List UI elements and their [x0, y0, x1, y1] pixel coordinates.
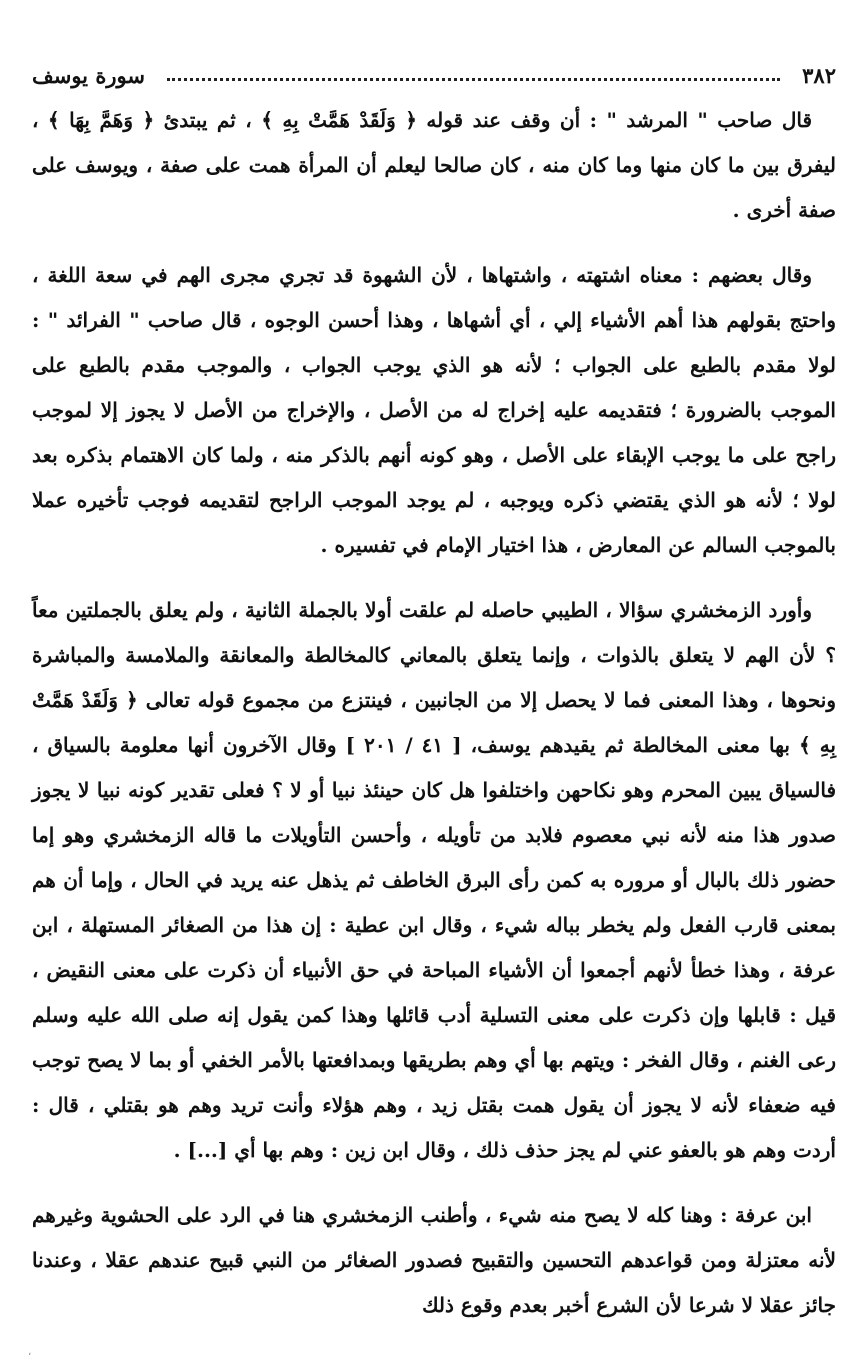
footer-mark: ، — [28, 1347, 32, 1358]
running-header — [32, 58, 836, 92]
page-number: ٣٨٢ — [802, 62, 836, 88]
paragraph-4: ابن عرفة : وهنا كله لا يصح منه شيء ، وأطنب الزمخشري هنا في الرد على الحشوية وغيرهم لأنه معتزلة ومن قواعدهم التحسين والتقبيح فصدور الصغائر من النبي قبيح عندهم عقلا ، وعندنا جائز عقلا لا شرعا لأن الشرع أخبر بعدم وقوع ذلك — [32, 1203, 836, 1317]
dot-leader — [167, 78, 780, 81]
surah-title: سورة يوسف — [32, 62, 145, 88]
paragraph-1: قال صاحب " المرشد " : أن وقف عند قوله ﴿ وَلَقَدْ هَمَّتْ بِهِ ﴾ ، ثم يبتدئ ﴿ وَهَمَّ بِهَا ﴾ ، ليفرق بين ما كان منها وما كان منه ، كان صالحا ليعلم أن المرأة همت على صفة ، ويوسف على صفة أخرى . — [32, 108, 836, 222]
paragraph-3: وأورد الزمخشري سؤالا ، الطيبي حاصله لم علقت أولا بالجملة الثانية ، ولم يعلق بالجملتين معاً ؟ لأن الهم لا يتعلق بالذوات ، وإنما يتعلق بالمعاني كالمخالطة والمعانقة والملامسة والمباشرة ونحوها ، وهذا المعنى فما لا يحصل إلا من الجانبين ، فينتزع من مجموع قوله تعالى ﴿ وَلَقَدْ هَمَّتْ بِهِ ﴾ بها معنى المخالطة ثم يقيدهم يوسف، [ ٤١ / ٢٠١ ] وقال الآخرون أنها معلومة بالسياق ، فالسياق يبين المحرم وهو نكاحهن واختلفوا هل كان حينئذ نبيا أو لا ؟ فعلى تقدير كونه نبيا لا يجوز صدور هذا منه لأنه نبي معصوم فلابد من تأويله ، وأحسن التأويلات ما قاله الزمخشري وهو إما حضور ذلك بالبال أو مروره به كمن رأى البرق الخاطف ثم يذهل عنه يريد في الحال ، وإما أن هم بمعنى قارب الفعل ولم يخطر بباله شيء ، وقال ابن عطية : إن هذا من الصغائر المستهلة ، ابن عرفة ، وهذا خطأ لأنهم أجمعوا أن الأشياء المباحة في حق الأنبياء أن ذكرت على معنى النقيض ، قيل : قابلها وإن ذكرت على معنى التسلية أدب قائلها وهذا كمن يقول إنه صلى الله عليه وسلم رعى الغنم ، وقال الفخر : ويتهم بها أي وهم بطريقها وبمدافعتها بالأمر الخفي أو بما لا يصح توجب فيه ضعفاء لأنه لا يجوز أن يقول همت بقتل زيد ، وهم هؤلاء وأنت تريد وهم هو بقتلي ، قال : أردت وهم هو بالعفو عني لم يجز حذف ذلك ، وقال ابن زين : وهم بها أي [...] . — [32, 598, 836, 1162]
paragraph-2: وقال بعضهم : معناه اشتهته ، واشتهاها ، لأن الشهوة قد تجري مجرى الهم في سعة اللغة ، واحتج بقولهم هذا أهم الأشياء إلي ، أي أشهاها ، وهذا أحسن الوجوه ، قال صاحب " الفرائد " : لولا مقدم بالطبع على الجواب ؛ لأنه هو الذي يوجب الجواب ، والموجب مقدم بالطبع على الموجب بالضرورة ؛ فتقديمه عليه إخراج له من الأصل ، والإخراج من الأصل لا يجوز إلا لموجب راجح على ما يوجب الإبقاء على الأصل ، وهو كونه أنهم بالذكر منه ، ولما كان الاهتمام بذكره بعد لولا ؛ لأنه هو الذي يقتضي ذكره ويوجبه ، لم يوجد الموجب الراجح لتقديمه فوجب تأخيره عملا بالموجب السالم عن المعارض ، هذا اختيار الإمام في تفسيره . — [32, 263, 836, 557]
